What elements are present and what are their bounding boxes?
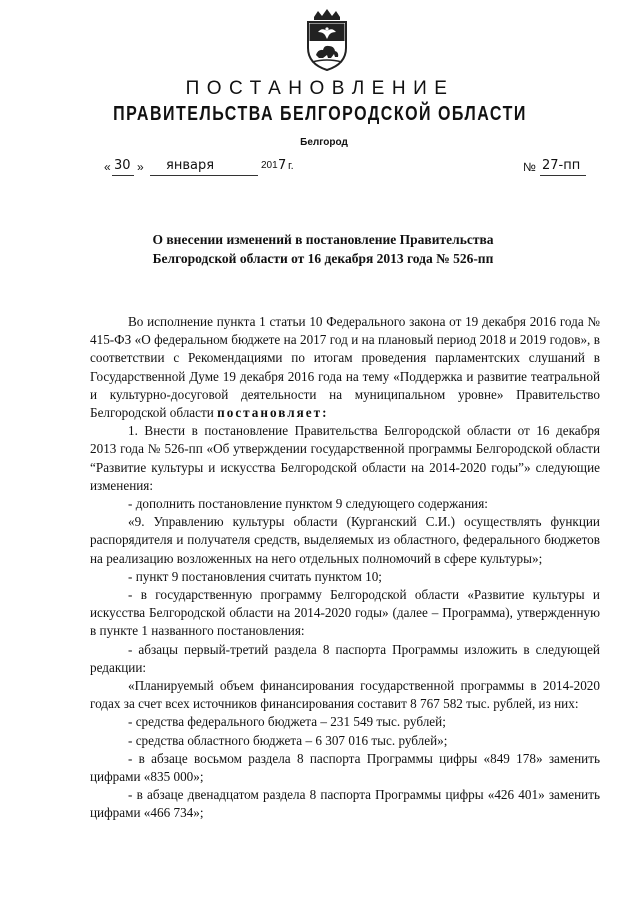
resolves-word: постановляет: [217, 405, 329, 421]
day-underline [112, 175, 134, 176]
document-number: 27-пп [542, 158, 581, 173]
eighth-paragraph-change: - в абзаце восьмом раздела 8 паспорта Программы цифры «849 178» заменить цифрами «835 000»; [90, 750, 600, 785]
number-underline [540, 175, 586, 176]
date-day: 30 [114, 158, 131, 173]
date-month: января [166, 158, 215, 173]
number-label: № [523, 160, 536, 174]
program-changes-paragraph: - в государственную программу Белгородской области «Развитие культуры и искусства Белгородской области на 2014-2020 годы» (далее – Программа), утвержденную в пункте 1 названного постановления: [90, 587, 600, 639]
preamble-text: Во исполнение пункта 1 статьи 10 Федерального закона от 19 декабря 2016 года № 415-ФЗ «О федеральном бюджете на 2017 год и на плановый период 2018 и 2019 годов», в соответствии с Рекомендациями по итогам проведения парламентских слушаний в Государственной Думе 19 декабря 2016 года на тему «Поддержка и развитие театральной и культурно-досуговой деятельности на муниципальном уровне» Правительство Белгородской области [90, 314, 600, 421]
city-name: Белгород [300, 137, 348, 148]
subject-line-1: О внесении изменений в постановление Правительства [152, 232, 494, 247]
year-suffix: 7 [278, 158, 287, 173]
year-abbr: г. [288, 160, 294, 172]
year-prefix: 201 [261, 160, 278, 171]
date-number-line [0, 158, 640, 180]
add-clause-9-paragraph: - дополнить постановление пунктом 9 следующего содержания: [128, 496, 488, 512]
renumber-paragraph: - пункт 9 постановления считать пунктом 10; [128, 568, 382, 584]
clause-9-text-paragraph: «9. Управлению культуры области (Курганский С.И.) осуществлять функции распорядителя и получателя средств, выделяемых из областного, федерального бюджетов на реализацию возложенных на него отдельных полномочий в сфере культуры»; [90, 514, 600, 566]
preamble-paragraph [90, 313, 600, 422]
twelfth-paragraph-change: - в абзаце двенадцатом раздела 8 паспорта Программы цифры «426 401» заменить цифрами «466 734»; [90, 787, 600, 821]
coat-of-arms-emblem [300, 8, 354, 72]
regional-budget-paragraph: - средства областного бюджета – 6 307 016 тыс. рублей»; [128, 732, 448, 748]
passport-paragraphs-paragraph: - абзацы первый-третий раздела 8 паспорта Программы изложить в следующей редакции: [90, 641, 600, 675]
close-quote: » [137, 160, 144, 174]
document-subject [0, 230, 640, 268]
document-type-title: ПОСТАНОВЛЕНИЕ [185, 78, 455, 99]
document-body [90, 313, 600, 823]
clause-1-paragraph: 1. Внести в постановление Правительства Белгородской области от 16 декабря 2013 года № 526-пп «Об утверждении государственной программы Белгородской области “Развитие культуры и искусства Белгородской области на 2014-2020 годы”» следующие изменения: [90, 423, 600, 493]
month-underline [150, 175, 258, 176]
subject-line-2: Белгородской области от 16 декабря 2013 года № 526-пп [152, 251, 494, 266]
issuing-authority: ПРАВИТЕЛЬСТВА БЕЛГОРОДСКОЙ ОБЛАСТИ [113, 103, 527, 125]
federal-budget-paragraph: - средства федерального бюджета – 231 549 тыс. рублей; [128, 714, 446, 730]
financing-paragraph: «Планируемый объем финансирования государственной программы в 2014-2020 годах за счет всех источников финансирования составит 8 767 582 тыс. рублей, из них: [90, 678, 600, 712]
open-quote: « [104, 160, 111, 174]
